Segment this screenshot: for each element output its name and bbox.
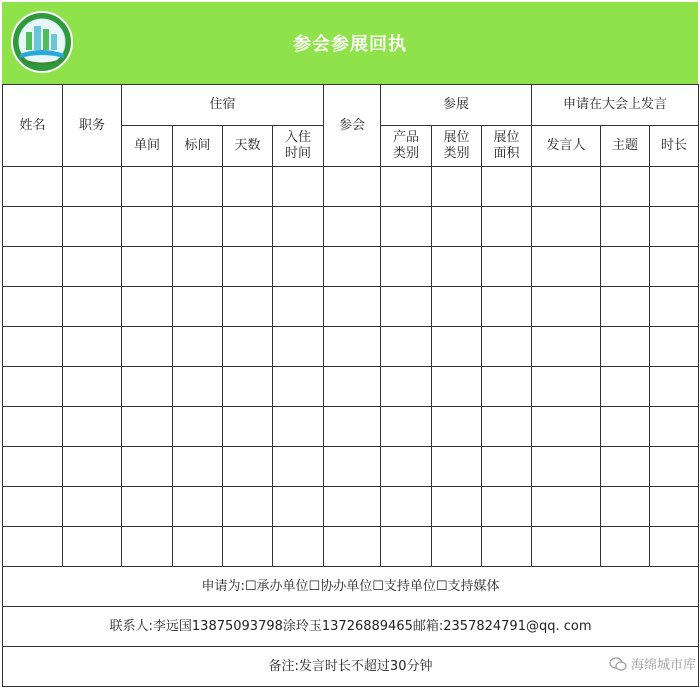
table-cell[interactable] — [482, 367, 532, 407]
table-cell[interactable] — [3, 207, 63, 247]
table-row — [3, 287, 699, 327]
table-cell[interactable] — [601, 367, 650, 407]
table-cell[interactable] — [601, 447, 650, 487]
table-cell[interactable] — [223, 487, 273, 527]
table-cell[interactable] — [63, 487, 122, 527]
table-cell[interactable] — [482, 167, 532, 207]
table-cell[interactable] — [122, 207, 173, 247]
table-cell[interactable] — [223, 327, 273, 367]
table-cell[interactable] — [122, 407, 173, 447]
table-cell[interactable] — [173, 367, 223, 407]
table-cell[interactable] — [122, 167, 173, 207]
table-cell[interactable] — [601, 287, 650, 327]
table-cell[interactable] — [324, 327, 381, 367]
table-cell[interactable] — [324, 287, 381, 327]
table-cell[interactable] — [482, 247, 532, 287]
table-cell[interactable] — [273, 487, 324, 527]
table-cell[interactable] — [173, 167, 223, 207]
col-name-header: 姓名 — [3, 85, 63, 167]
col-position-header: 职务 — [63, 85, 122, 167]
table-cell[interactable] — [173, 487, 223, 527]
table-cell[interactable] — [173, 327, 223, 367]
table-cell[interactable] — [482, 407, 532, 447]
table-cell[interactable] — [532, 327, 601, 367]
table-cell[interactable] — [381, 207, 432, 247]
table-cell[interactable] — [223, 247, 273, 287]
table-cell[interactable] — [650, 207, 699, 247]
table-cell[interactable] — [3, 367, 63, 407]
table-cell[interactable] — [273, 527, 324, 567]
col-lodging-header: 住宿 — [122, 85, 324, 126]
table-cell[interactable] — [173, 207, 223, 247]
table-cell[interactable] — [432, 327, 482, 367]
table-cell[interactable] — [3, 527, 63, 567]
table-cell[interactable] — [432, 247, 482, 287]
table-cell[interactable] — [381, 487, 432, 527]
remark-note: 备注:发言时长不超过30分钟 — [3, 647, 699, 687]
table-cell[interactable] — [122, 527, 173, 567]
col-single-room: 单间 — [122, 126, 173, 167]
table-row — [3, 407, 699, 447]
table-cell[interactable] — [223, 407, 273, 447]
table-cell[interactable] — [63, 527, 122, 567]
table-cell[interactable] — [601, 207, 650, 247]
table-cell[interactable] — [122, 247, 173, 287]
table-row — [3, 527, 699, 567]
col-standard-room: 标间 — [173, 126, 223, 167]
table-cell[interactable] — [532, 487, 601, 527]
table-cell[interactable] — [223, 367, 273, 407]
table-cell[interactable] — [173, 407, 223, 447]
table-cell[interactable] — [601, 487, 650, 527]
col-booth-type: 展位 类别 — [432, 126, 482, 167]
table-cell[interactable] — [324, 207, 381, 247]
table-cell[interactable] — [482, 447, 532, 487]
table-row — [3, 247, 699, 287]
table-cell[interactable] — [532, 247, 601, 287]
table-row — [3, 167, 699, 207]
table-cell[interactable] — [273, 447, 324, 487]
table-cell[interactable] — [482, 287, 532, 327]
table-cell[interactable] — [173, 247, 223, 287]
table-cell[interactable] — [432, 367, 482, 407]
table-cell[interactable] — [482, 527, 532, 567]
table-cell[interactable] — [432, 487, 482, 527]
col-exhibit-header: 参展 — [381, 85, 532, 126]
watermark — [609, 654, 696, 673]
table-row — [3, 207, 699, 247]
table-cell[interactable] — [63, 367, 122, 407]
table-cell[interactable] — [223, 287, 273, 327]
table-cell[interactable] — [650, 447, 699, 487]
table-cell[interactable] — [122, 487, 173, 527]
col-days: 天数 — [223, 126, 273, 167]
table-cell[interactable] — [223, 527, 273, 567]
table-cell[interactable] — [381, 447, 432, 487]
table-row — [3, 327, 699, 367]
table-cell[interactable] — [650, 367, 699, 407]
table-cell[interactable] — [122, 447, 173, 487]
table-cell[interactable] — [432, 527, 482, 567]
wechat-icon — [609, 657, 627, 671]
table-cell[interactable] — [381, 407, 432, 447]
table-cell[interactable] — [650, 167, 699, 207]
table-cell[interactable] — [3, 247, 63, 287]
table-cell[interactable] — [381, 167, 432, 207]
table-cell[interactable] — [273, 327, 324, 367]
table-cell[interactable] — [63, 247, 122, 287]
table-cell[interactable] — [532, 447, 601, 487]
table-cell[interactable] — [122, 287, 173, 327]
table-cell[interactable] — [63, 207, 122, 247]
receipt-table — [2, 84, 699, 687]
table-cell[interactable] — [324, 407, 381, 447]
contact-info: 联系人:李远国13875093798涂玲玉13726889465邮箱:2357824791@qq. com — [3, 607, 699, 647]
table-cell[interactable] — [273, 367, 324, 407]
table-cell[interactable] — [3, 447, 63, 487]
table-cell[interactable] — [273, 247, 324, 287]
table-cell[interactable] — [3, 327, 63, 367]
title-banner — [2, 2, 698, 84]
col-speech-header: 申请在大会上发言 — [532, 85, 699, 126]
table-cell[interactable] — [532, 367, 601, 407]
table-cell[interactable] — [650, 407, 699, 447]
apply-as-options: 申请为:☐承办单位☐协办单位☐支持单位☐支持媒体 — [3, 567, 699, 607]
col-booth-area: 展位 面积 — [482, 126, 532, 167]
table-cell[interactable] — [63, 327, 122, 367]
table-cell[interactable] — [601, 247, 650, 287]
table-cell[interactable] — [482, 207, 532, 247]
table-cell[interactable] — [650, 527, 699, 567]
table-cell[interactable] — [324, 527, 381, 567]
table-cell[interactable] — [650, 487, 699, 527]
table-cell[interactable] — [482, 487, 532, 527]
table-cell[interactable] — [601, 167, 650, 207]
table-cell[interactable] — [432, 167, 482, 207]
table-cell[interactable] — [3, 167, 63, 207]
table-cell[interactable] — [324, 367, 381, 407]
table-cell[interactable] — [432, 447, 482, 487]
table-cell[interactable] — [63, 407, 122, 447]
table-cell[interactable] — [381, 327, 432, 367]
table-cell[interactable] — [273, 207, 324, 247]
table-cell[interactable] — [650, 287, 699, 327]
col-product-category: 产品 类别 — [381, 126, 432, 167]
table-cell[interactable] — [432, 287, 482, 327]
table-cell[interactable] — [3, 487, 63, 527]
col-topic: 主题 — [601, 126, 650, 167]
table-cell[interactable] — [273, 407, 324, 447]
table-cell[interactable] — [650, 247, 699, 287]
table-cell[interactable] — [381, 527, 432, 567]
table-cell[interactable] — [601, 407, 650, 447]
col-checkin-time: 入住 时间 — [273, 126, 324, 167]
table-cell[interactable] — [482, 327, 532, 367]
table-cell[interactable] — [381, 367, 432, 407]
table-cell[interactable] — [532, 287, 601, 327]
table-cell[interactable] — [532, 167, 601, 207]
table-cell[interactable] — [173, 287, 223, 327]
table-cell[interactable] — [63, 287, 122, 327]
table-cell[interactable] — [273, 167, 324, 207]
watermark-text: 海绵城市库 — [630, 658, 696, 673]
table-cell[interactable] — [432, 207, 482, 247]
table-cell[interactable] — [532, 527, 601, 567]
table-cell[interactable] — [381, 287, 432, 327]
table-cell[interactable] — [3, 287, 63, 327]
table-cell[interactable] — [63, 167, 122, 207]
table-cell[interactable] — [532, 207, 601, 247]
table-row — [3, 367, 699, 407]
col-attend-header: 参会 — [324, 85, 381, 167]
table-cell[interactable] — [122, 367, 173, 407]
table-cell[interactable] — [601, 327, 650, 367]
table-cell[interactable] — [122, 327, 173, 367]
col-duration: 时长 — [650, 126, 699, 167]
table-cell[interactable] — [381, 247, 432, 287]
table-cell[interactable] — [223, 167, 273, 207]
table-cell[interactable] — [273, 287, 324, 327]
table-cell[interactable] — [173, 447, 223, 487]
page-title: 参会参展回执 — [293, 34, 407, 55]
col-speaker: 发言人 — [532, 126, 601, 167]
table-row — [3, 447, 699, 487]
table-cell[interactable] — [650, 327, 699, 367]
table-cell[interactable] — [3, 407, 63, 447]
table-cell[interactable] — [324, 167, 381, 207]
table-cell[interactable] — [324, 247, 381, 287]
table-cell[interactable] — [173, 527, 223, 567]
table-row — [3, 487, 699, 527]
table-cell[interactable] — [223, 447, 273, 487]
table-cell[interactable] — [432, 407, 482, 447]
table-cell[interactable] — [324, 447, 381, 487]
table-cell[interactable] — [601, 527, 650, 567]
table-cell[interactable] — [63, 447, 122, 487]
table-cell[interactable] — [532, 407, 601, 447]
table-cell[interactable] — [223, 207, 273, 247]
table-cell[interactable] — [324, 487, 381, 527]
